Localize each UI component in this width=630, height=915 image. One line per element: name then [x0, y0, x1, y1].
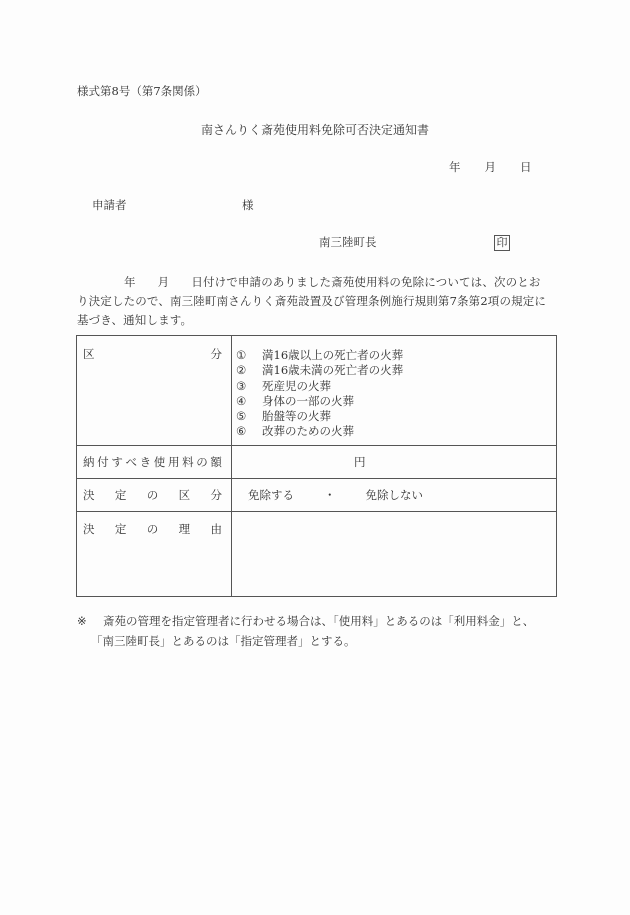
document-title: 南さんりく斎苑使用料免除可否決定通知書 [200, 123, 429, 137]
option-not-exempt: 免除しない [365, 488, 423, 502]
date-month-label: 月 [484, 160, 496, 174]
date-day-label: 日 [520, 160, 532, 174]
table-row-category [77, 336, 557, 446]
footnote-line-1: ※ 斎苑の管理を指定管理者に行わせる場合は、「使用料」とあるのは「利用料金」と、 [77, 611, 559, 631]
body-line-2: り決定したので、南三陸町南さんりく斎苑設置及び管理条例施行規則第7条第2項の規定に [77, 294, 547, 308]
fee-unit: 円 [354, 455, 366, 469]
notice-body [77, 273, 559, 330]
category-label-cell [77, 336, 232, 446]
issuer-name: 南三陸町長 [319, 235, 377, 249]
table-row-fee [77, 446, 557, 479]
applicant-line [92, 198, 254, 212]
category-option: ⑤ 胎盤等の火葬 [236, 409, 331, 424]
decision-table [76, 335, 557, 597]
footnote-line-2: 「南三陸町長」とあるのは「指定管理者」とする。 [91, 634, 356, 648]
applicant-honorific: 様 [242, 198, 254, 212]
date-line [449, 162, 532, 174]
reason-label: 決 定 の 理 由 [83, 522, 222, 536]
category-option: ⑥ 改葬のための火葬 [236, 424, 354, 439]
decision-label-cell [77, 479, 232, 512]
decision-options [248, 490, 556, 502]
table-row-reason [77, 512, 557, 597]
decision-label: 決 定 の 区 分 [83, 488, 222, 502]
form-number: 様式第8号（第7条関係） [77, 84, 207, 98]
body-line-3: 基づき、通知します。 [77, 313, 193, 327]
reference-mark-icon: ※ [77, 614, 87, 628]
option-exempt: 免除する [248, 488, 294, 502]
category-option: ③ 死産児の火葬 [236, 378, 331, 393]
footnote [77, 611, 559, 651]
category-options-cell [232, 336, 557, 446]
applicant-label: 申請者 [92, 198, 127, 212]
seal-icon: 印 [494, 235, 510, 251]
body-line-1: 年 月 日付けで申請のありました斎苑使用料の免除については、次のとお [124, 275, 541, 289]
category-option: ① 満16歳以上の死亡者の火葬 [236, 348, 404, 362]
category-options-list [236, 348, 556, 440]
category-option: ④ 身体の一部の火葬 [236, 393, 354, 408]
reason-value-cell [232, 512, 557, 597]
date-year-label: 年 [449, 160, 461, 174]
decision-value-cell [232, 479, 557, 512]
fee-label-cell [77, 446, 232, 479]
category-label: 区 分 [83, 347, 222, 361]
fee-label: 納 付 す べ き 使 用 料 の 額 [83, 455, 222, 469]
fee-value-cell [232, 446, 557, 479]
option-separator: ・ [324, 488, 336, 502]
table-row-decision [77, 479, 557, 512]
reason-label-cell [77, 512, 232, 597]
category-option: ② 満16歳未満の死亡者の火葬 [236, 363, 404, 378]
